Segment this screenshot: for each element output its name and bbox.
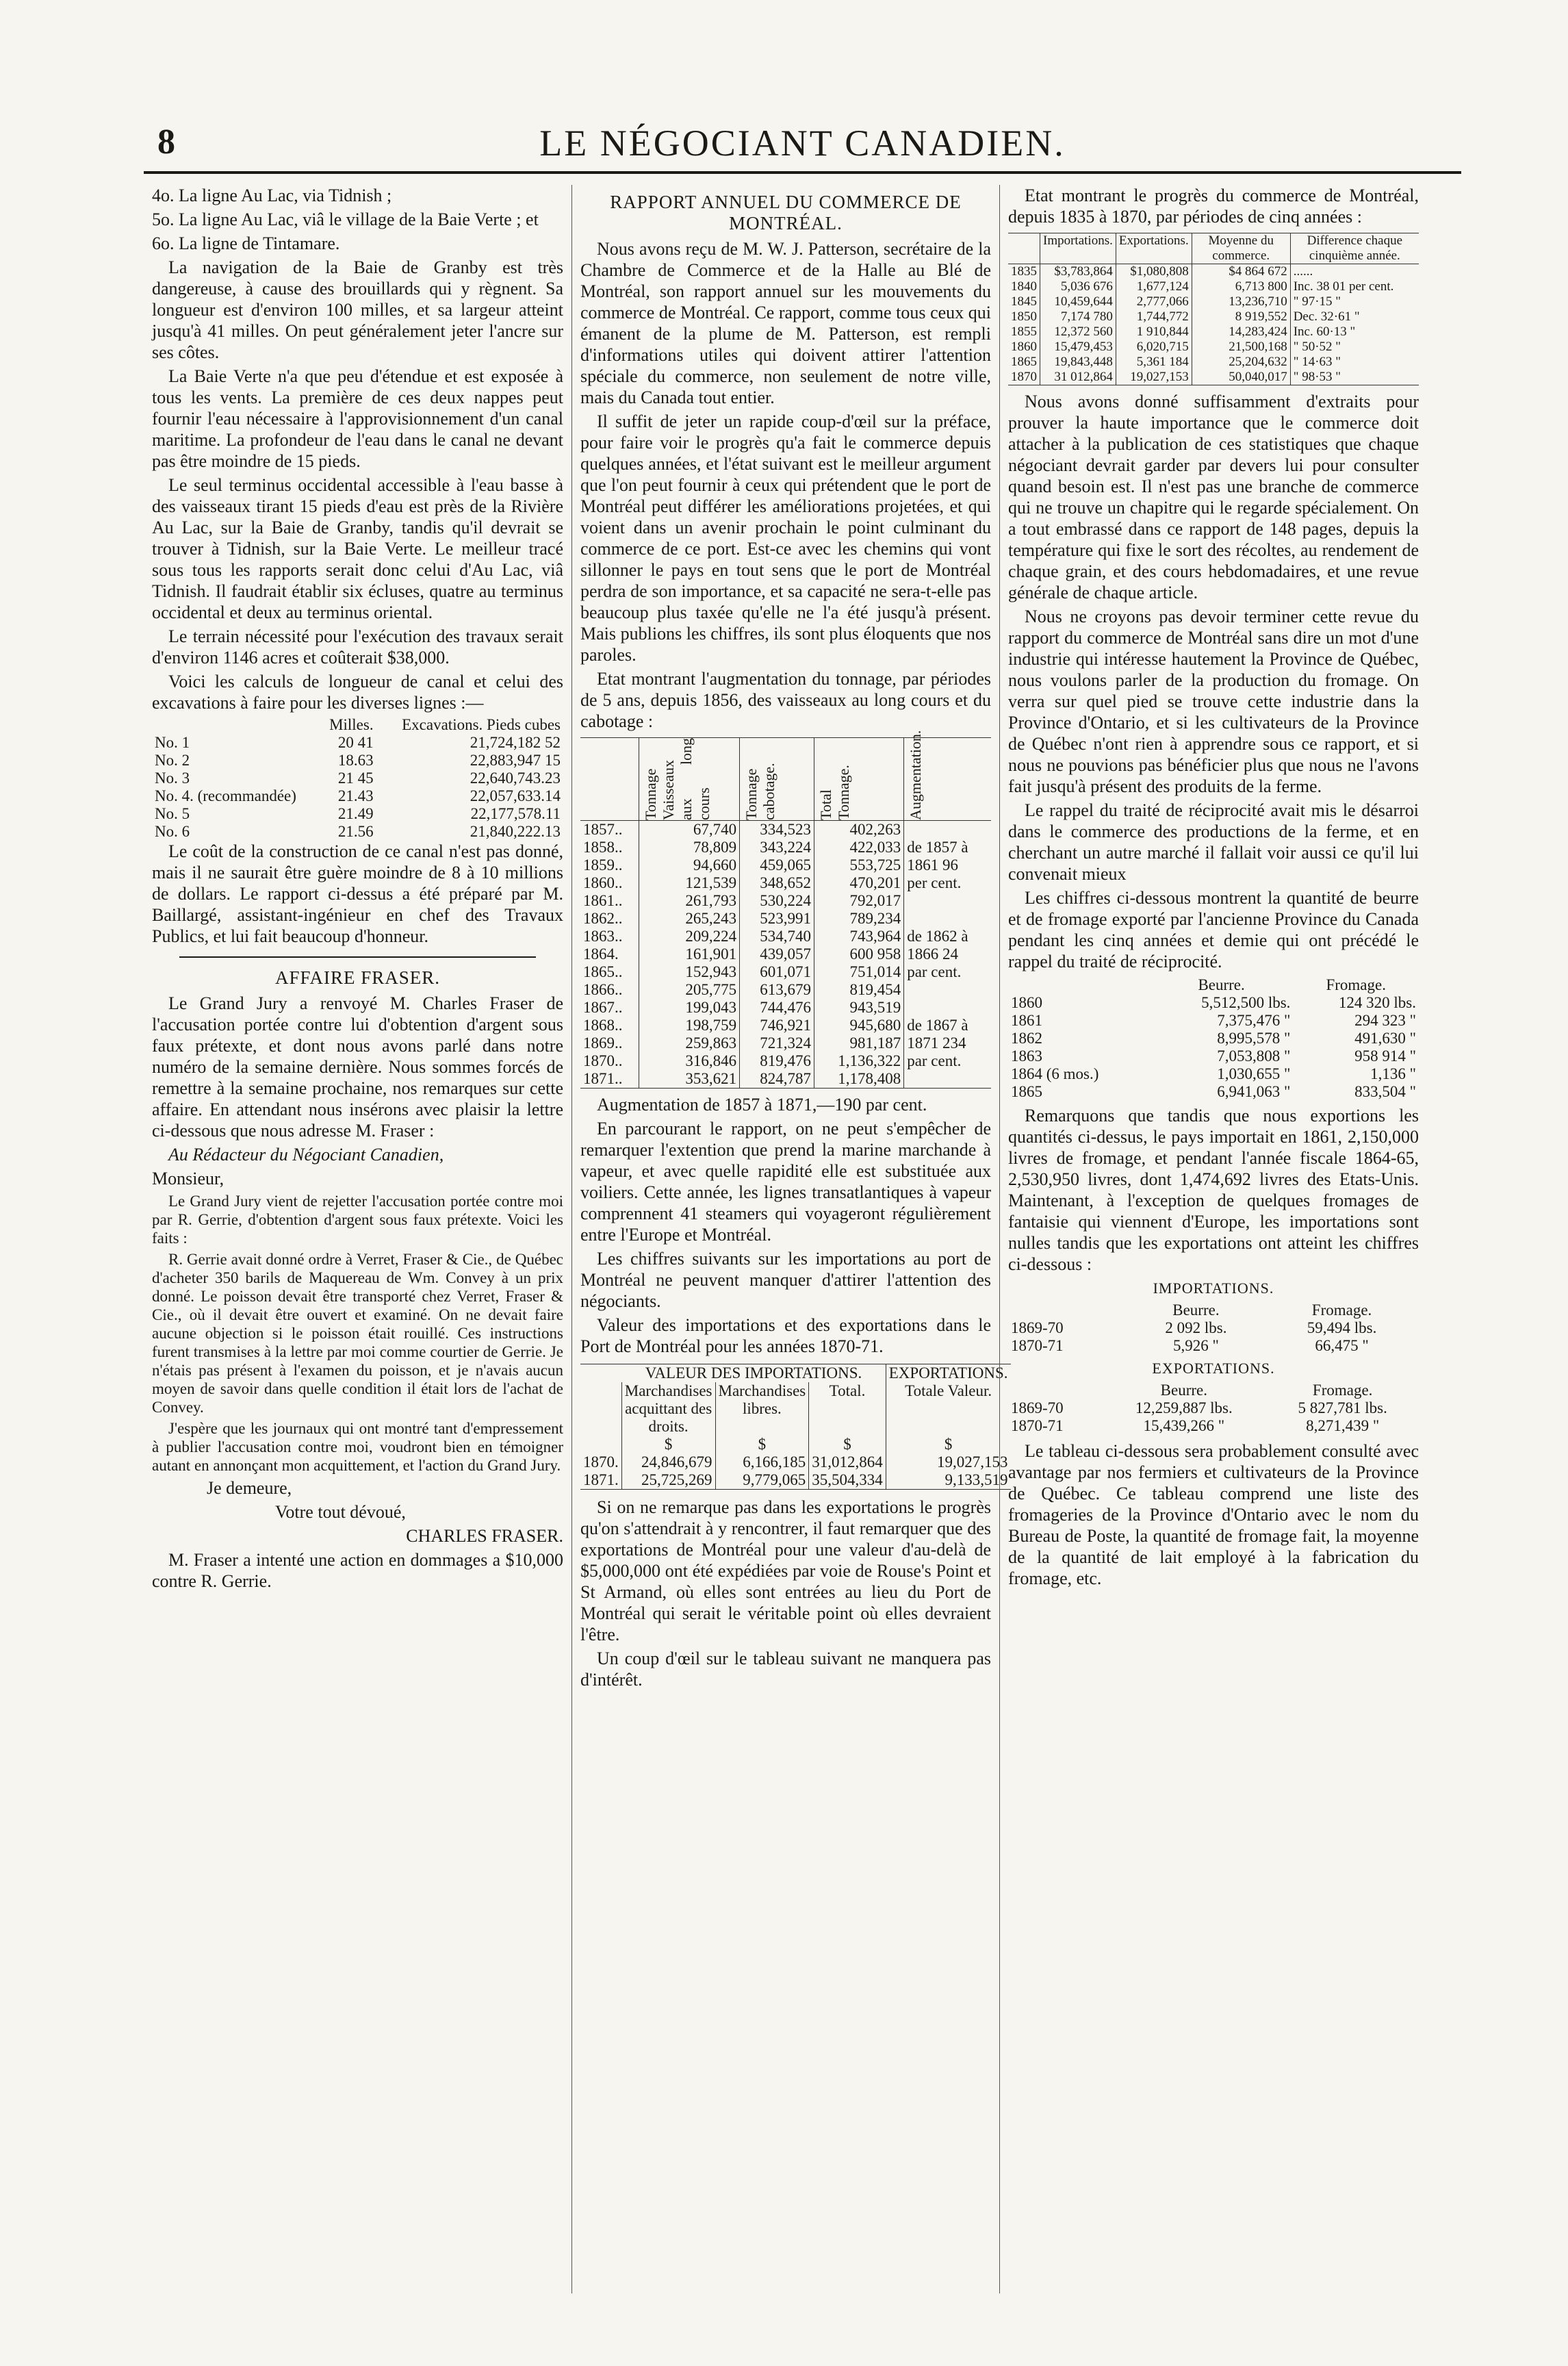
paragraph: Les chiffres suivants sur les importations au port de Montréal ne peuvent manquer d'attirer l'attention des négociants. [580, 1249, 991, 1311]
letter-paragraph: Le Grand Jury vient de rejetter l'accusation portée contre moi par R. Gerrie, d'obtention d'argent sous faux prétexte. Voici les faits : [152, 1193, 563, 1247]
table-cell: 1860.. [583, 874, 623, 891]
currency-sign: $ [715, 1436, 809, 1453]
table-row [1008, 1399, 1419, 1417]
table-cell: 19,027,153 [1116, 370, 1192, 385]
table-cell: 209,224 [639, 928, 740, 945]
table-header: EXPORTATIONS. [886, 1364, 1010, 1383]
table-cell: 534,740 [740, 928, 814, 945]
table-header: Fromage. [1326, 976, 1386, 993]
paragraph: Le Grand Jury a renvoyé M. Charles Fraser de l'accusation portée contre lui d'obtention d'argent sous faux prétexte, et dont nous avons parlé dans notre numéro de la semaine dernière. Nous sommes forcés de remettre à la semaine prochaine, nos remarques sur cette affaire. En attendant nous insérons avec plaisir la lettre ci-dessous que nous adresse M. Fraser : [152, 993, 563, 1141]
table-cell: per cent. [904, 874, 991, 892]
route-line: 6o. La ligne de Tintamare. [152, 233, 340, 253]
table-row [152, 752, 563, 769]
table-cell: 553,725 [814, 856, 903, 874]
table-cell: 7,053,808 " [1217, 1047, 1291, 1065]
table-header [1008, 233, 1040, 264]
paragraph: Valeur des importations et des exportations dans le Port de Montréal pour les années 1870-71. [580, 1315, 991, 1356]
table-cell: 50,040,017 [1192, 370, 1290, 385]
paragraph: Remarquons que tandis que nous exportions les quantités ci-dessus, le pays importait en 1861, 2,150,000 livres de fromage, et pendant l'année fiscale 1864-65, 2,530,950 livres, dont 1,474,692 livres des Etats-Unis. Maintenant, à l'exception de quelques fromages de fantaisie qui viennent d'Europe, les importations sont nulles tandis que les exportations ont atteint les chiffres ci-dessous : [1008, 1106, 1419, 1274]
table-cell: ...... [1290, 264, 1419, 280]
table-cell: 343,224 [740, 839, 814, 856]
table-cell: par cent. [904, 963, 991, 981]
paragraph: Nous avons donné suffisamment d'extraits pour prouver la haute importance que le commerce doit attacher à la publication de ces statistiques que chaque négociant devrait garder par devers lui pour consulter quand besoin est. Il n'est pas une branche de commerce qui ne trouve un chapitre qui le regarde spécialement. On a tout embrassé dans ce rapport de 148 pages, depuis la température qui fixe le sort des récoltes, au rendement de chaque grain, et des cours hebdomadaires, et une revue générale de chaque article. [1008, 392, 1419, 602]
table-cell: 958 914 " [1354, 1047, 1416, 1065]
table-cell: 1863 [1011, 1047, 1042, 1065]
table-cell: 31 012,864 [1040, 370, 1116, 385]
table-cell: Inc. 60·13 " [1290, 325, 1419, 340]
table-header: Moyenne du commerce. [1192, 233, 1290, 264]
table-cell: 789,234 [814, 910, 903, 928]
table-cell: par cent. [904, 1052, 991, 1070]
table-cell: 1861.. [583, 892, 623, 909]
column-2 [571, 185, 1008, 2293]
paragraph: La Baie Verte n'a que peu d'étendue et est exposée à tous les vents. La première de ces deux nappes peut fournir l'eau nécessaire à l'approvisionnement d'un canal maritime. La profondeur de l'eau dans le canal ne devant pas être moindre de 15 pieds. [152, 366, 563, 471]
table-cell: 12,372 560 [1040, 325, 1116, 340]
letter-paragraph: R. Gerrie avait donné ordre à Verret, Fraser & Cie., de Québec d'acheter 350 barils de Maquereau de Wm. Convey à un prix donné. Le poisson devait être transporté chez Verret, Fraser & Cie., où il devait être ouvert et examiné. On ne devait faire aucune objection si le poisson était rouillé. Ces instructions furent transmises à la lettre par moi comme courtier de Gerrie. Je n'étais pas présent à l'examen du poisson, et je n'avais aucun moyen de savoir dans quelle condition il était lors de l'achat de Convey. [152, 1251, 563, 1416]
table-cell: $3,783,864 [1040, 264, 1116, 280]
table-cell: 152,943 [639, 963, 740, 981]
table-row [152, 787, 563, 805]
table-row [1008, 1319, 1419, 1337]
table-header: Tonnage Vaisseaux aux long cours [642, 738, 713, 820]
tonnage-summary: Augmentation de 1857 à 1871,—190 par cent. [597, 1095, 927, 1115]
paragraph: Il suffit de jeter un rapide coup-d'œil sur la préface, pour faire voir le progrès qu'a fait le commerce depuis quelques années, et l'état suivant est le meilleur argument que l'on peut fournir à ceux qui prétendent que le port de Montréal peut différer les améliorations projetées, et qui voient dans un avenir prochain le point culminant du commerce de ce port. Est-ce avec les chemins qui vont sillonner le pays en tout sens que le port de Montréal perdra de son importance, et sa capacité ne sera-t-elle pas beaucoup plus taxée qu'elle ne l'a été jusqu'à présent. Mais publions les chiffres, ils sont plus éloquents que nos paroles. [580, 411, 991, 665]
exports-table [1008, 1382, 1419, 1435]
table-cell: 743,964 [814, 928, 903, 945]
table-cell: 1859.. [583, 856, 623, 874]
table-header: Milles. [329, 716, 374, 733]
newspaper-page [144, 116, 1461, 2293]
table-row [1008, 1065, 1419, 1083]
table-cell: 523,991 [740, 910, 814, 928]
table-cell: 422,033 [814, 839, 903, 856]
table-cell: 35,504,334 [809, 1471, 886, 1490]
table-cell: 1,178,408 [814, 1070, 903, 1089]
table-cell [904, 892, 991, 910]
table-cell [904, 999, 991, 1017]
table-cell: 21,724,182 52 [470, 734, 561, 751]
table-row [1008, 309, 1419, 325]
table-cell: " 97·15 " [1290, 294, 1419, 309]
table-cell: 1867.. [583, 999, 623, 1016]
table-header [1008, 1301, 1127, 1319]
table-cell: 66,475 " [1315, 1337, 1369, 1354]
table-cell: 9,133,519 [886, 1471, 1010, 1490]
letter-paragraph: J'espère que les journaux qui ont montré tant d'empressement à publier l'accusation contre moi, voudront bien en témoigner autant en annonçant mon acquittement, et l'action du Grand Jury. [152, 1420, 563, 1474]
table-cell: 1870-71 [1011, 1417, 1064, 1434]
table-cell: " 50·52 " [1290, 340, 1419, 355]
table-cell: 1862 [1011, 1030, 1042, 1047]
table-cell: 1860 [1011, 340, 1037, 354]
table-cell: 1,030,655 " [1217, 1065, 1291, 1082]
table-cell: 94,660 [639, 856, 740, 874]
table-cell: 1845 [1011, 294, 1037, 309]
paragraph: Le tableau ci-dessous sera probablement consulté avec avantage par nos fermiers et cultivateurs de la Province de Québec. Ce tableau comprend une liste des fromageries de la Province d'Ontario avec le nom du Bureau de Poste, la quantité de fromage fait, la moyenne de la quantité de lait employé à la fabrication du fromage, etc. [1008, 1441, 1419, 1588]
table-cell: 746,921 [740, 1017, 814, 1034]
paragraph: Etat montrant l'augmentation du tonnage, par périodes de 5 ans, depuis 1856, des vaisseaux au long cours et du cabotage : [580, 669, 991, 731]
table-row [1008, 1337, 1419, 1355]
table-header: Importations. [1040, 233, 1116, 264]
table-header: VALEUR DES IMPORTATIONS. [645, 1364, 862, 1382]
table-row [152, 734, 563, 752]
table-cell: 294 323 " [1354, 1012, 1416, 1029]
currency-sign: $ [809, 1436, 886, 1453]
table-header [1008, 1382, 1101, 1399]
table-cell: 348,652 [740, 874, 814, 892]
letter-closing: Votre tout dévoué, [275, 1502, 406, 1522]
table-cell: 1863.. [583, 928, 623, 945]
table-row [580, 1070, 991, 1089]
table-cell: 792,017 [814, 892, 903, 910]
table-cell: 1866.. [583, 981, 623, 998]
paragraph: Nous avons reçu de M. W. J. Patterson, secrétaire de la Chambre de Commerce et de la Halle au Blé de Montréal, son rapport annuel sur les mouvements du commerce de Montréal. Ce rapport, comme tous ceux qui émanent de la plume de M. Patterson, est rempli d'informations utiles qui doivent attirer l'attention spéciale du commerce, non seulement de notre ville, mais du Canada tout entier. [580, 239, 991, 407]
table-cell: 21.43 [337, 787, 374, 804]
table-cell: 5,926 " [1172, 1337, 1219, 1354]
section-heading: RAPPORT ANNUEL DU COMMERCE DE MONTRÉAL. [610, 192, 962, 233]
table-cell: 1,136,322 [814, 1052, 903, 1070]
table-cell: 265,243 [639, 910, 740, 928]
table-cell: 1871.. [583, 1070, 623, 1087]
paragraph: En parcourant le rapport, on ne peut s'empêcher de remarquer l'extention que prend la marine marchande à vapeur, et avec quelle rapidité elle est substituée aux voiliers. Cette année, les lignes transatlantiques à vapeur comprennent 41 steamers qui voyageront régulièrement entre l'Europe et Montréal. [580, 1119, 991, 1245]
table-row [580, 856, 991, 874]
table-row [580, 999, 991, 1017]
table-cell: 824,787 [740, 1070, 814, 1089]
table-cell [904, 821, 991, 839]
table-cell: 20 41 [337, 734, 374, 751]
table-cell: 943,519 [814, 999, 903, 1017]
table-header: Difference chaque cinquième année. [1290, 233, 1419, 264]
table-cell: 1869-70 [1011, 1399, 1064, 1416]
column-3 [999, 185, 1427, 2293]
table-cell [904, 1070, 991, 1089]
table-row [1008, 264, 1419, 280]
masthead [144, 116, 1461, 174]
table-header: Marchandises libres. [715, 1382, 809, 1436]
table-cell: 67,740 [639, 821, 740, 839]
table-row [1008, 1012, 1419, 1030]
table-cell: 402,263 [814, 821, 903, 839]
page-number: 8 [157, 123, 175, 162]
table-cell: 22,883,947 15 [470, 752, 561, 769]
table-cell: 1857.. [583, 821, 623, 838]
table-cell: No. 1 [155, 734, 190, 751]
table-cell: No. 6 [155, 823, 190, 840]
table-cell: 1,744,772 [1116, 309, 1192, 325]
table-row [1008, 355, 1419, 370]
table-cell: 1861 96 [904, 856, 991, 874]
paragraph: Etat montrant le progrès du commerce de Montréal, depuis 1835 à 1870, par périodes de cinq années : [1008, 186, 1419, 227]
table-cell: 1860 [1011, 994, 1042, 1011]
table-row [1008, 370, 1419, 385]
table-cell: 600 958 [814, 945, 903, 963]
table-cell: 5,512,500 lbs. [1201, 994, 1291, 1011]
table-cell: " 98·53 " [1290, 370, 1419, 385]
table-row [1008, 994, 1419, 1012]
table-cell: 744,476 [740, 999, 814, 1017]
table-row [580, 892, 991, 910]
table-cell: 613,679 [740, 981, 814, 999]
table-cell: 1864. [583, 945, 619, 963]
table-cell [904, 910, 991, 928]
table-cell: 5,036 676 [1040, 279, 1116, 294]
table-cell: 1840 [1011, 279, 1037, 294]
section-heading: AFFAIRE FRASER. [274, 967, 441, 988]
table-row [1008, 279, 1419, 294]
table-cell: 1870.. [583, 1052, 623, 1069]
table-header: Beurre. [1198, 976, 1245, 993]
table-header: Totale Valeur. [886, 1382, 1010, 1436]
table-cell: 1869-70 [1011, 1319, 1064, 1336]
table-cell: 124 320 lbs. [1338, 994, 1416, 1011]
table-row [1008, 294, 1419, 309]
table-header: Tonnage cabotage. [743, 763, 778, 820]
table-cell: 21.56 [337, 823, 374, 840]
table-row [1008, 1047, 1419, 1065]
table-cell: 1855 [1011, 325, 1037, 339]
table-cell: 459,065 [740, 856, 814, 874]
paragraph: Si on ne remarque pas dans les exportations le progrès qu'on s'attendrait à y rencontrer, il faut remarquer que des exportations de Montréal pour une valeur d'au-delà de $5,000,000 ont été expédiées par voie de Rouse's Point et St Armand, où elles sont entrées au lieu du Port de Montréal qui serait le véritable point où elles devraient l'être. [580, 1497, 991, 1644]
table-cell: 491,630 " [1354, 1030, 1416, 1047]
table-row [152, 823, 563, 841]
table-cell: 1866 24 [904, 945, 991, 963]
letter-addressee: Au Rédacteur du Négociant Canadien, [168, 1145, 444, 1165]
table-cell: 1861 [1011, 1012, 1042, 1029]
table-cell: 1865 [1011, 355, 1037, 369]
table-row [152, 805, 563, 823]
table-cell: 261,793 [639, 892, 740, 910]
table-cell: 751,014 [814, 963, 903, 981]
paragraph: Le terrain nécessité pour l'exécution des travaux serait d'environ 1146 acres et coûterait $38,000. [152, 626, 563, 667]
table-cell: 21 45 [337, 769, 374, 787]
paragraph: Le seul terminus occidental accessible à l'eau basse à des vaisseaux tirant 15 pieds d'eau est près de la Rivière Au Lac, sur la Baie de Granby, tandis qu'il devrait se trouver à Tidnish, sur la Baie Verte. Le meilleur tracé sous tous les rapports serait donc celui d'Au Lac, viâ Tidnish. Il faudrait établir six écluses, quatre au terminus occidental et deux au terminus oriental. [152, 475, 563, 622]
table-row [580, 910, 991, 928]
table-cell: 1865 [1011, 1083, 1042, 1100]
table-row [1008, 1083, 1419, 1101]
table-cell: 316,846 [639, 1052, 740, 1070]
table-row [580, 1052, 991, 1070]
table-cell: 6,713 800 [1192, 279, 1290, 294]
table-cell: 1,136 " [1370, 1065, 1416, 1082]
table-cell: 1865.. [583, 963, 623, 980]
table-row [580, 1453, 1011, 1471]
table-cell: 25,204,632 [1192, 355, 1290, 370]
table-cell: 1862.. [583, 910, 623, 927]
table-cell: 22,057,633.14 [470, 787, 561, 804]
table-cell: 439,057 [740, 945, 814, 963]
table-cell: 1,677,124 [1116, 279, 1192, 294]
table-cell: 121,539 [639, 874, 740, 892]
table-cell: 8 919,552 [1192, 309, 1290, 325]
table-cell: 9,779,065 [715, 1471, 809, 1490]
table-cell: 198,759 [639, 1017, 740, 1034]
table-cell: 31,012,864 [809, 1453, 886, 1471]
currency-sign: $ [886, 1436, 1010, 1453]
table-header: Fromage. [1311, 1301, 1372, 1319]
table-header [152, 716, 320, 734]
newspaper-title: LE NÉGOCIANT CANADIEN. [539, 123, 1066, 164]
table-cell: 21,840,222.13 [470, 823, 561, 840]
table-header [1008, 976, 1150, 994]
paragraph: M. Fraser a intenté une action en dommages a $10,000 contre R. Gerrie. [152, 1550, 563, 1591]
table-cell: No. 2 [155, 752, 190, 769]
table-header: Beurre. [1172, 1301, 1220, 1319]
table-cell: 819,454 [814, 981, 903, 999]
paragraph: Un coup d'œil sur le tableau suivant ne manquera pas d'intérêt. [580, 1649, 991, 1690]
table-cell: 24,846,679 [621, 1453, 715, 1471]
table-header: Excavations. Pieds cubes [402, 716, 561, 733]
table-row [580, 1034, 991, 1052]
table-cell: 5,361 184 [1116, 355, 1192, 370]
table-cell: 334,523 [740, 821, 814, 839]
imports-table [1008, 1301, 1419, 1355]
table-cell: 21.49 [337, 805, 374, 822]
table-cell: 981,187 [814, 1034, 903, 1052]
table-heading: EXPORTATIONS. [1152, 1360, 1275, 1377]
table-header: Fromage. [1312, 1382, 1373, 1399]
table-cell: 1869.. [583, 1034, 623, 1052]
letter-salutation: Monsieur, [152, 1169, 224, 1188]
table-row [1008, 1417, 1419, 1435]
table-cell: 7,174 780 [1040, 309, 1116, 325]
table-cell: 1870 [1011, 370, 1037, 384]
table-cell: 1871 234 [904, 1034, 991, 1052]
table-cell: 833,504 " [1354, 1083, 1416, 1100]
table-row [580, 821, 991, 839]
table-cell: 161,901 [639, 945, 740, 963]
table-cell: 22,177,578.11 [470, 805, 561, 822]
table-cell: 13,236,710 [1192, 294, 1290, 309]
table-cell: 7,375,476 " [1217, 1012, 1291, 1029]
table-cell: No. 5 [155, 805, 190, 822]
table-cell: 1850 [1011, 309, 1037, 324]
table-header: Total Tonnage. [817, 765, 852, 820]
column-1 [144, 185, 571, 2293]
table-row [580, 963, 991, 981]
table-cell: 2,777,066 [1116, 294, 1192, 309]
table-header: Total. [809, 1382, 886, 1436]
paragraph: Le coût de la construction de ce canal n'est pas donné, mais il ne saurait être guère moindre de 8 à 10 millions de dollars. Le rapport ci-dessus a été préparé par M. Baillargé, assistant-ingénieur en chef des Travaux Publics, et lui fait beaucoup d'honneur. [152, 841, 563, 946]
paragraph: Nous ne croyons pas devoir terminer cette revue du rapport du commerce de Montréal sans dire un mot d'une industrie qui intéresse hautement la Province de Québec, nous voulons parler de la production du fromage. On verra sur quel pied se trouve cette industrie dans la Province d'Ontario, et si les cultivateurs de la Province de Québec n'ont rien à apprendre sous ce rapport, et si nous ne pouvions pas bénéficier plus que nous ne l'avons fait jusqu'à présent des produits de la ferme. [1008, 607, 1419, 796]
table-header: Exportations. [1116, 233, 1192, 264]
paragraph: Les chiffres ci-dessous montrent la quantité de beurre et de fromage exporté par l'ancienne Province du Canada pendant les cinq années et demie qui ont précédé le rappel du traité de réciprocité. [1008, 888, 1419, 971]
paragraph: Voici les calculs de longueur de canal et celui des excavations à faire pour les diverses lignes :— [152, 672, 563, 713]
table-header: Beurre. [1160, 1382, 1207, 1399]
table-cell: 199,043 [639, 999, 740, 1017]
table-header: Marchandises acquittant des droits. [621, 1382, 715, 1436]
table-cell: Inc. 38 01 per cent. [1290, 279, 1419, 294]
table-cell: 945,680 [814, 1017, 903, 1034]
table-cell: 1868.. [583, 1017, 623, 1034]
table-row [1008, 1030, 1419, 1047]
table-cell: No. 4. (recommandée) [155, 787, 296, 804]
table-cell: 1870-71 [1011, 1337, 1064, 1354]
table-cell: 19,843,448 [1040, 355, 1116, 370]
table-cell: 21,500,168 [1192, 340, 1290, 355]
table-cell: 19,027,153 [886, 1453, 1010, 1471]
table-cell: de 1857 à [904, 839, 991, 856]
table-row [580, 839, 991, 856]
route-line: 4o. La ligne Au Lac, via Tidnish ; [152, 186, 392, 205]
table-cell: $1,080,808 [1116, 264, 1192, 280]
table-cell: " 14·63 " [1290, 355, 1419, 370]
table-cell: 25,725,269 [621, 1471, 715, 1490]
table-cell: 8,271,439 " [1306, 1417, 1380, 1434]
tonnage-table [580, 730, 991, 1089]
table-cell: 1864 (6 mos.) [1011, 1065, 1099, 1082]
table-cell: 353,621 [639, 1070, 740, 1089]
table-cell: 530,224 [740, 892, 814, 910]
table-row [580, 981, 991, 999]
table-cell: 1 910,844 [1116, 325, 1192, 340]
letter-closing: Je demeure, [207, 1478, 292, 1498]
table-row [580, 874, 991, 892]
table-cell [904, 981, 991, 999]
table-cell: 18.63 [337, 752, 374, 769]
table-cell: 1858.. [583, 839, 623, 856]
table-row [580, 1471, 1011, 1490]
table-cell: 819,476 [740, 1052, 814, 1070]
table-cell: 6,166,185 [715, 1453, 809, 1471]
table-cell: 1871. [583, 1471, 619, 1488]
table-cell: 2 092 lbs. [1165, 1319, 1227, 1336]
butter-cheese-table [1008, 976, 1419, 1101]
table-cell: 6,941,063 " [1217, 1083, 1291, 1100]
table-cell: 6,020,715 [1116, 340, 1192, 355]
import-table [580, 1364, 1011, 1490]
table-cell: 470,201 [814, 874, 903, 892]
table-cell: 601,071 [740, 963, 814, 981]
table-header: Augmentation. [907, 730, 925, 820]
table-cell: 59,494 lbs. [1307, 1319, 1377, 1336]
table-cell: 5 827,781 lbs. [1298, 1399, 1387, 1416]
table-heading: IMPORTATIONS. [1153, 1280, 1274, 1297]
paragraph: Le rappel du traité de réciprocité avait mis le désarroi dans le commerce des productions de la ferme, et en cherchant un autre marché il fallait voir aussi ce qu'il lui convenait mieux [1008, 800, 1419, 884]
table-cell: 15,439,266 " [1143, 1417, 1225, 1434]
table-cell: 78,809 [639, 839, 740, 856]
canal-table [152, 716, 563, 841]
table-cell: $4 864 672 [1192, 264, 1290, 280]
table-cell: 205,775 [639, 981, 740, 999]
table-row [152, 769, 563, 787]
table-cell: 14,283,424 [1192, 325, 1290, 340]
progress-table [1008, 233, 1419, 385]
table-cell: 8,995,578 " [1217, 1030, 1291, 1047]
table-row [580, 928, 991, 945]
table-cell: 15,479,453 [1040, 340, 1116, 355]
table-cell: 721,324 [740, 1034, 814, 1052]
table-row [1008, 340, 1419, 355]
table-cell: 22,640,743.23 [470, 769, 561, 787]
table-row [1008, 325, 1419, 340]
currency-sign: $ [621, 1436, 715, 1453]
letter-signature: CHARLES FRASER. [406, 1526, 563, 1546]
table-cell: de 1867 à [904, 1017, 991, 1034]
table-cell: de 1862 à [904, 928, 991, 945]
table-cell: 10,459,644 [1040, 294, 1116, 309]
table-row [580, 1017, 991, 1034]
table-cell: 12,259,887 lbs. [1135, 1399, 1233, 1416]
route-line: 5o. La ligne Au Lac, viâ le village de la Baie Verte ; et [152, 209, 539, 229]
table-cell: 1835 [1011, 264, 1037, 279]
paragraph: La navigation de la Baie de Granby est très dangereuse, à cause des brouillards qui y règnent. Sa longueur est d'environ 100 milles, et sa largeur atteint jusqu'à 41 milles. On peut généralement jeter l'ancre sur ses côtes. [152, 257, 563, 362]
table-row [580, 945, 991, 963]
table-cell: 259,863 [639, 1034, 740, 1052]
divider [179, 956, 536, 958]
table-cell: No. 3 [155, 769, 190, 787]
table-cell: 1870. [583, 1453, 619, 1471]
table-cell: Dec. 32·61 " [1290, 309, 1419, 325]
